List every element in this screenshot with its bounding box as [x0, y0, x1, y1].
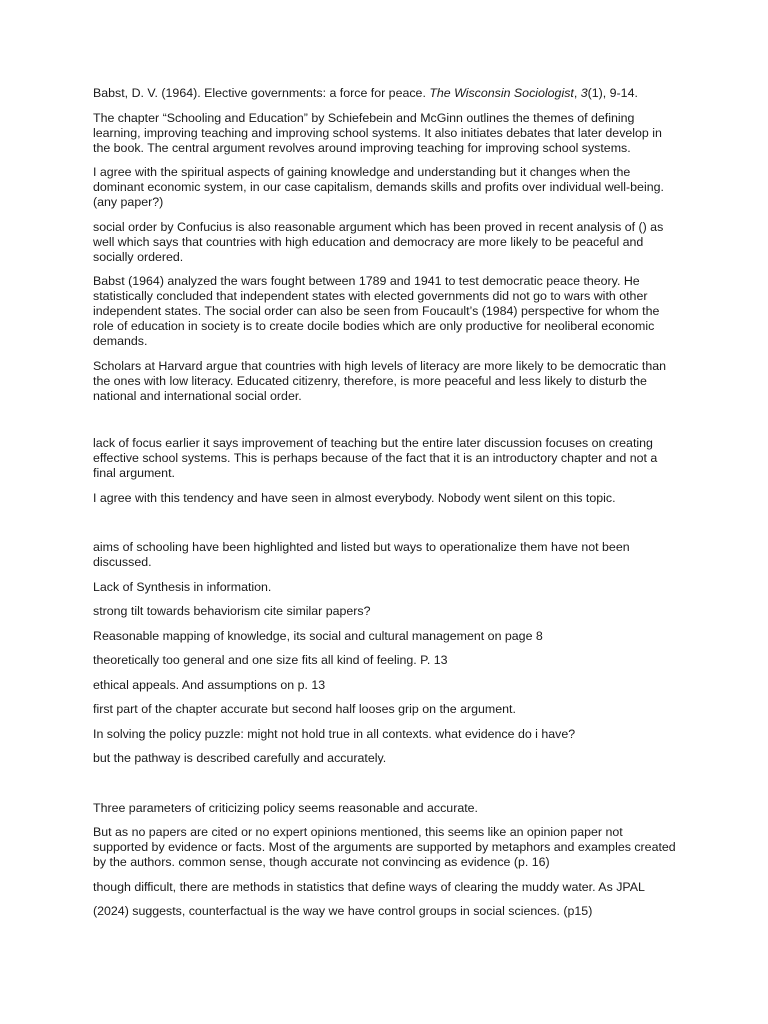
paragraph: But as no papers are cited or no expert opinions mentioned, this seems like an opinion paper not supported by evidence or facts. Most of the arguments are supported by metaphors and examples created by the authors. common sense, though accurate not convincing as evidence (p. 16) — [93, 825, 676, 869]
blank-line — [93, 515, 678, 540]
blank-line — [93, 413, 678, 436]
paragraph: Babst (1964) analyzed the wars fought between 1789 and 1941 to test democratic peace theory. He statistically concluded that independent states with elected governments did not go to wars with other independent states. The social order can also be seen from Foucault’s (1984) perspective for whom the role of education in society is to create docile bodies which are only productive for neoliberal economic demands. — [93, 274, 660, 348]
note-line: In solving the policy puzzle: might not hold true in all contexts. what evidence do i have? — [93, 726, 576, 741]
journal-title: The Wisconsin Sociologist — [429, 86, 574, 100]
paragraph: lack of focus earlier it says improvement of teaching but the entire later discussion focuses on creating effective school systems. This is perhaps because of the fact that it is an introductory chapter and not a final argument. — [93, 436, 658, 480]
paragraph: (2024) suggests, counterfactual is the way we have control groups in social sciences. (p15) — [93, 904, 593, 918]
note-line: first part of the chapter accurate but second half looses grip on the argument. — [93, 702, 516, 716]
document-page — [93, 86, 678, 929]
note-line: aims of schooling have been highlighted and listed but ways to operationalize them have not been discussed. — [93, 540, 630, 569]
paragraph: I agree with this tendency and have seen in almost everybody. Nobody went silent on this topic. — [93, 490, 616, 505]
paragraph: though difficult, there are methods in statistics that define ways of clearing the muddy water. As JPAL — [93, 879, 645, 894]
reference-citation — [93, 86, 678, 101]
paragraph: Three parameters of criticizing policy seems reasonable and accurate. — [93, 800, 478, 815]
paragraph: I agree with the spiritual aspects of gaining knowledge and understanding but it changes when the dominant economic system, in our case capitalism, demands skills and profits over individual well-being. (any paper?) — [93, 165, 664, 209]
citation-text: Babst, D. V. (1964). Elective governments: a force for peace. — [93, 86, 430, 100]
note-line: Reasonable mapping of knowledge, its social and cultural management on page 8 — [93, 628, 543, 643]
blank-line — [93, 776, 678, 801]
note-line: theoretically too general and one size fits all kind of feeling. P. 13 — [93, 653, 448, 667]
note-line: strong tilt towards behaviorism cite similar papers? — [93, 604, 371, 618]
note-line: but the pathway is described carefully and accurately. — [93, 751, 387, 765]
paragraph: social order by Confucius is also reasonable argument which has been proved in recent analysis of () as well which says that countries with high education and democracy are more likely to be peaceful and socially ordered. — [93, 219, 664, 264]
note-line: ethical appeals. And assumptions on p. 13 — [93, 677, 326, 692]
paragraph: The chapter “Schooling and Education” by Schiefebein and McGinn outlines the themes of defining learning, improving teaching and improving school systems. It also initiates debates that later develop in the book. The central argument revolves around improving teaching for improving school systems. — [93, 110, 662, 155]
paragraph: Scholars at Harvard argue that countries with high levels of literacy are more likely to be democratic than the ones with low literacy. Educated citizenry, therefore, is more peaceful and less likely to disturb the national and international social order. — [93, 358, 666, 403]
journal-volume: 3 — [580, 86, 588, 100]
citation-issue-pages: (1), 9-14. — [587, 86, 638, 100]
citation-separator: , — [573, 86, 581, 100]
note-line: Lack of Synthesis in information. — [93, 579, 272, 594]
